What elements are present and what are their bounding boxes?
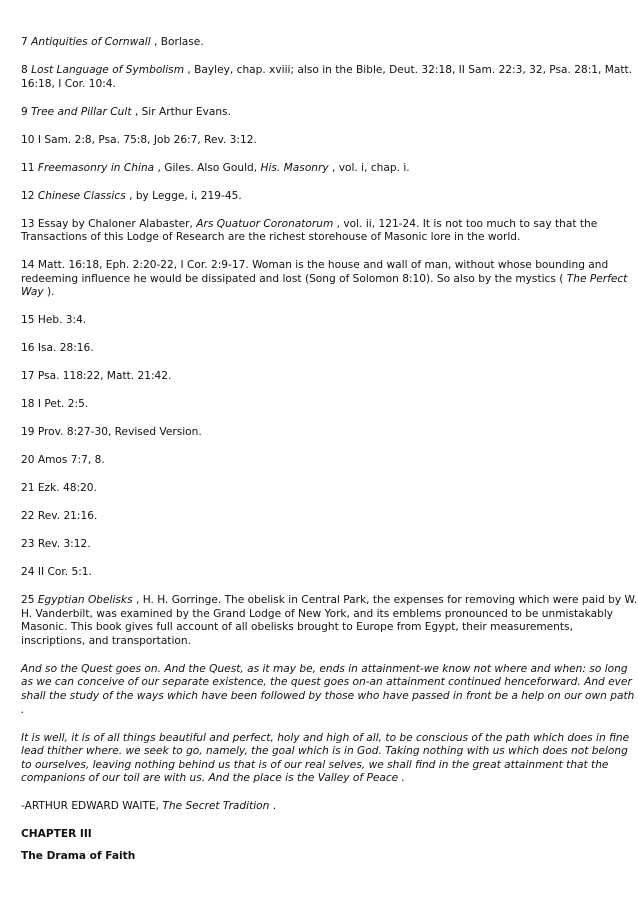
footnote-text: Prov. 8:27-30, Revised Version.: [37, 426, 202, 439]
footnote-8: [21, 64, 638, 91]
footnote-number: 21: [21, 482, 35, 495]
footnote-text: , Giles. Also Gould,: [154, 161, 261, 174]
footnote-number: 19: [21, 426, 35, 439]
footnote-title: Antiquities of Cornwall: [31, 36, 151, 48]
footnote-text: Heb. 3:4.: [37, 314, 87, 327]
footnote-number: 11: [21, 161, 35, 174]
footnote-16: [21, 342, 638, 356]
closing-quote-paragraph-1: And so the Quest goes on. And the Quest, as it may be, ends in attainment-we know not where and when: so long as we can conceive of our separate existence, the quest goes on-an attainment continued henceforward. And ever shall the study of the ways which have been followed by those who have passed in front be a help on our own path .: [21, 662, 635, 716]
footnote-13: [21, 218, 638, 245]
footnote-text: Psa. 118:22, Matt. 21:42.: [37, 370, 172, 383]
footnote-text: Rev. 21:16.: [37, 510, 98, 523]
footnote-title: The Perfect Way: [21, 272, 628, 299]
footnote-text: Matt. 16:18, Eph. 2:20-22, I Cor. 2:9-17. Woman is the house and wall of man, without whose bounding and redeeming influence he would be dissipated and lost (Song of Solomon 8:10). So also by the mystics (: [21, 259, 609, 285]
footnote-text: Essay by Chaloner Alabaster,: [37, 217, 197, 230]
footnote-text: , Bayley, chap. xviii; also in the Bible, Deut. 32:18, II Sam. 22:3, 32, Psa. 28:1, Matt. 16:18, I Cor. 10:4.: [21, 63, 633, 90]
footnote-12: [21, 190, 638, 204]
footnote-number: 24: [21, 566, 35, 579]
footnote-21: [21, 482, 638, 496]
footnote-22: [21, 510, 638, 524]
footnote-number: 16: [21, 342, 35, 355]
footnote-text: , H. H. Gorringe. The obelisk in Central Park, the expenses for removing which were paid by W. H. Vanderbilt, was examined by the Grand Lodge of New York, and its emblems pronounced to be unmistakably Masonic. This book gives full account of all obelisks brought to Europe from Egypt, their measurements, inscriptions, and transportation.: [21, 594, 638, 647]
footnote-text: , by Legge, i, 219-45.: [125, 189, 242, 202]
footnote-14: [21, 259, 638, 300]
footnotes-list: [21, 36, 638, 648]
footnote-number: 7: [21, 36, 28, 48]
footnote-text: Amos 7:7, 8.: [37, 454, 105, 467]
footnote-17: [21, 370, 638, 384]
quote-attribution: [21, 800, 638, 814]
footnote-text: ).: [43, 286, 55, 299]
footnote-number: 20: [21, 454, 35, 467]
footnote-text: Rev. 3:12.: [37, 538, 91, 551]
footnote-number: 8: [21, 63, 28, 76]
footnote-text: , vol. i, chap. i.: [328, 161, 410, 174]
chapter-title: The Drama of Faith: [21, 849, 136, 862]
chapter-heading: CHAPTER III: [21, 828, 92, 841]
footnote-15: [21, 314, 638, 328]
footnote-number: 14: [21, 259, 35, 272]
footnote-number: 10: [21, 133, 35, 146]
footnote-7: [21, 36, 638, 50]
footnote-text: I Sam. 2:8, Psa. 75:8, Job 26:7, Rev. 3:12.: [37, 133, 257, 146]
footnote-text: Isa. 28:16.: [37, 342, 94, 355]
footnote-9: [21, 106, 638, 120]
footnote-10: [21, 134, 638, 148]
attribution-work: The Secret Tradition: [162, 800, 270, 813]
footnote-text: Ezk. 48:20.: [37, 482, 97, 495]
footnote-title: Chinese Classics: [37, 189, 126, 202]
footnote-24: [21, 566, 638, 580]
attribution-author: -ARTHUR EDWARD WAITE,: [21, 800, 163, 813]
footnote-23: [21, 538, 638, 552]
footnote-18: [21, 398, 638, 412]
document-page: [21, 36, 638, 864]
attribution-end: .: [269, 800, 277, 813]
footnote-number: 17: [21, 370, 35, 383]
footnote-title: Tree and Pillar Cult: [31, 105, 132, 118]
footnote-text: , Sir Arthur Evans.: [131, 105, 231, 118]
footnote-title: Freemasonry in China: [37, 161, 155, 174]
footnote-title: Lost Language of Symbolism: [31, 63, 185, 76]
footnote-text: , Borlase.: [150, 36, 204, 48]
footnote-number: 15: [21, 314, 35, 327]
footnote-title: His. Masonry: [260, 161, 329, 174]
footnote-19: [21, 426, 638, 440]
footnote-number: 23: [21, 538, 35, 551]
footnote-title: Egyptian Obelisks: [37, 594, 133, 607]
footnote-number: 22: [21, 510, 35, 523]
closing-quote-paragraph-2: It is well, it is of all things beautiful and perfect, holy and high of all, to be conscious of the path which does in fine lead thither where. we seek to go, namely, the goal which is in God. Taking nothing with us which does not belong to ourselves, leaving nothing behind us that is of our real selves, we shall find in the great attainment that the companions of our toil are with us. And the place is the Valley of Peace .: [21, 731, 630, 785]
footnote-number: 18: [21, 398, 35, 411]
footnote-number: 25: [21, 594, 35, 607]
footnote-text: , vol. ii, 121-24. It is not too much to say that the Transactions of this Lodge of Research are the richest storehouse of Masonic lore in the world.: [21, 217, 598, 244]
footnote-title: Ars Quatuor Coronatorum: [196, 217, 334, 230]
footnote-number: 13: [21, 217, 35, 230]
footnote-text: I Pet. 2:5.: [37, 398, 89, 411]
footnote-25: [21, 594, 638, 648]
footnote-text: II Cor. 5:1.: [37, 566, 92, 579]
footnote-number: 9: [21, 105, 28, 118]
footnote-20: [21, 454, 638, 468]
footnote-number: 12: [21, 189, 35, 202]
footnote-11: [21, 162, 638, 176]
